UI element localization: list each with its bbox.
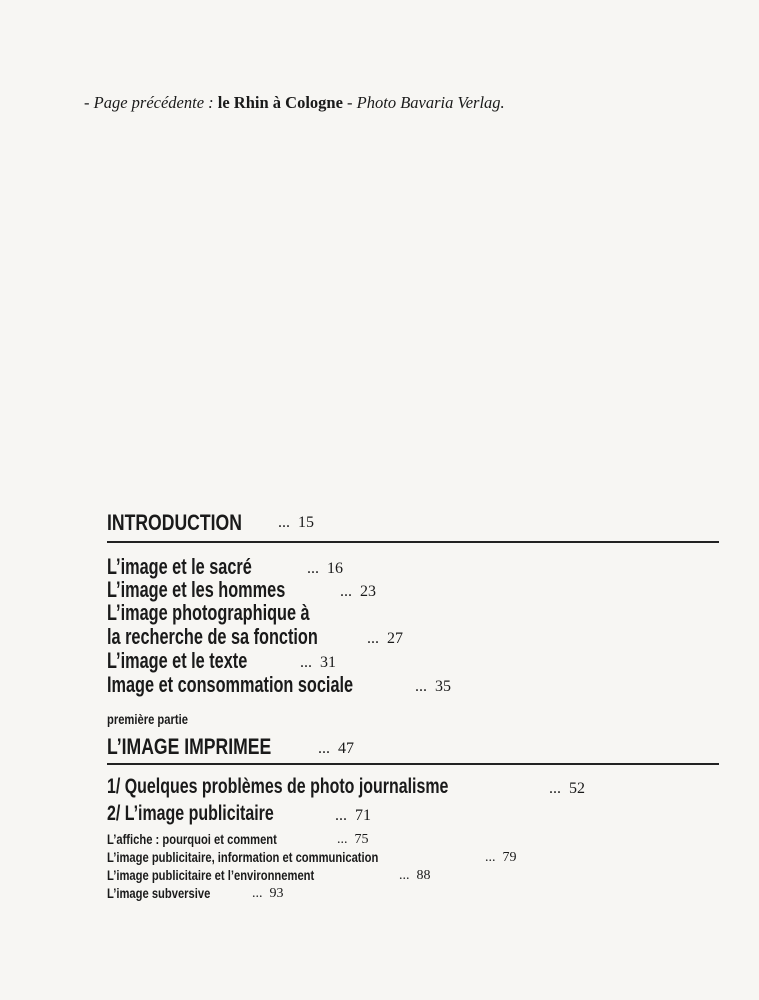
caption-prefix: - Page précédente :	[84, 93, 218, 112]
caption-subject: le Rhin à Cologne	[217, 93, 343, 112]
toc-entry	[107, 648, 336, 674]
page-number: 35	[435, 678, 451, 695]
toc-entry	[107, 867, 431, 885]
page-number: 71	[355, 807, 371, 824]
toc-entry	[107, 600, 381, 626]
toc-entry	[107, 831, 369, 849]
leader-dots: ...	[278, 514, 290, 531]
entry-title: L’image et les hommes	[107, 577, 286, 602]
caption-separator: -	[342, 93, 357, 112]
leader-dots: ...	[335, 807, 347, 824]
page-number: 75	[354, 832, 369, 847]
leader-dots: ...	[485, 850, 496, 865]
leader-dots: ...	[340, 583, 352, 600]
entry-title: L’image et le sacré	[107, 554, 252, 579]
photo-caption	[84, 93, 505, 113]
leader-dots: ...	[252, 886, 263, 901]
toc-entry	[107, 802, 371, 826]
toc-entry	[107, 624, 403, 650]
toc-entry	[107, 775, 585, 799]
entry-title: L’image et le texte	[107, 648, 248, 673]
introduction-title: INTRODUCTION	[107, 510, 242, 535]
part-label-row	[107, 711, 208, 729]
entry-title: la recherche de sa fonction	[107, 624, 318, 649]
page-number: 79	[502, 850, 517, 865]
toc-entry	[107, 885, 284, 903]
chapter-title: 1/ Quelques problèmes de photo journalisme	[107, 775, 449, 798]
sub-title: L’image subversive	[107, 885, 211, 901]
leader-dots: ...	[318, 740, 330, 757]
entry-title: L’image photographique à	[107, 600, 310, 625]
page-number: 47	[338, 740, 354, 757]
sub-title: L’image publicitaire et l’environnement	[107, 867, 315, 883]
chapter-title: 2/ L’image publicitaire	[107, 802, 274, 825]
toc-entry	[107, 734, 354, 760]
page-number: 93	[269, 886, 284, 901]
toc-entry	[107, 510, 314, 536]
sub-title: L’affiche : pourquoi et comment	[107, 831, 277, 847]
page-number: 52	[569, 780, 585, 797]
page-number: 23	[360, 583, 376, 600]
leader-dots: ...	[549, 780, 561, 797]
page-number: 88	[416, 868, 431, 883]
entry-title: Image et consommation sociale	[107, 672, 354, 697]
section-rule	[107, 763, 719, 765]
toc-entry	[107, 849, 517, 867]
page-number: 27	[387, 630, 403, 647]
part-label: première partie	[107, 711, 188, 727]
leader-dots: ...	[307, 560, 319, 577]
leader-dots: ...	[367, 630, 379, 647]
leader-dots: ...	[300, 654, 312, 671]
toc-entry	[107, 672, 451, 698]
page-number: 31	[320, 654, 336, 671]
leader-dots: ...	[337, 832, 348, 847]
caption-credit: Photo Bavaria Verlag.	[356, 93, 505, 112]
leader-dots: ...	[399, 868, 410, 883]
sub-title: L’image publicitaire, information et communication	[107, 849, 379, 865]
section-rule	[107, 541, 719, 543]
page-number: 15	[298, 514, 314, 531]
page-number: 16	[327, 560, 343, 577]
part-title: L’IMAGE IMPRIMEE	[107, 734, 272, 759]
leader-dots: ...	[415, 678, 427, 695]
